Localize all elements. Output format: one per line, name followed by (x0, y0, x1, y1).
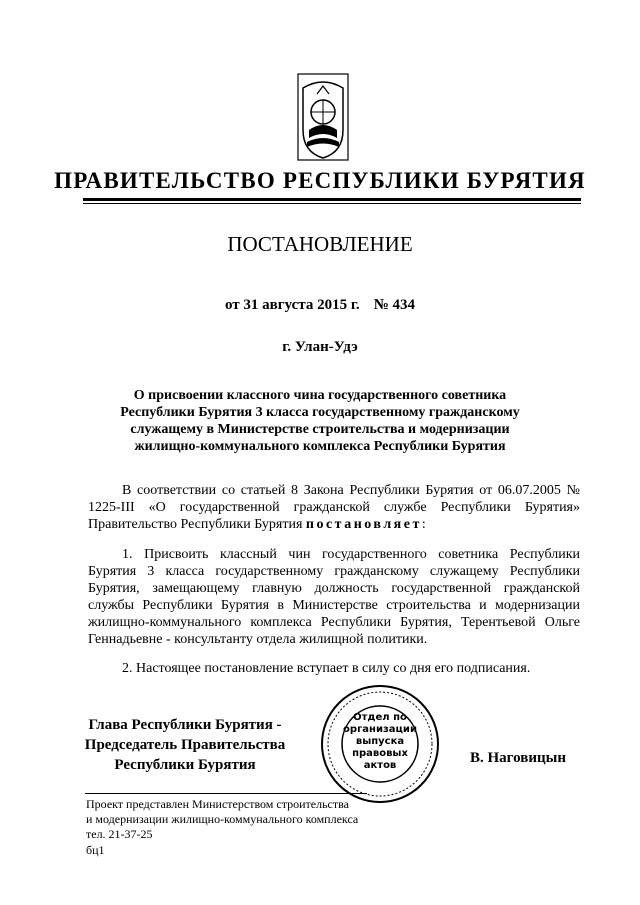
stamp-line: правовых (352, 748, 408, 759)
document-code: бц1 (86, 843, 105, 857)
signatory-position (70, 715, 300, 775)
item-2-paragraph (88, 660, 580, 677)
resolves-word: постановляет (305, 517, 422, 532)
item-1-paragraph (88, 546, 580, 648)
decree-date: от 31 августа 2015 г. (224, 297, 360, 313)
subject-line: служащему в Министерстве строительства и модернизации (130, 422, 510, 437)
document-type: ПОСТАНОВЛЕНИЕ (227, 232, 413, 256)
stamp-line: актов (363, 760, 397, 771)
decree-number: № 434 (373, 297, 416, 313)
position-line: Глава Республики Бурятия - (88, 717, 282, 733)
coat-of-arms-icon (295, 72, 351, 164)
basis-paragraph: В соответствии со статьей 8 Закона Республики Бурятия от 06.07.2005 № 1225-III «О государственной гражданской службе Республики Бурятия» Правительство Республики Бурятия постановляет: (88, 483, 580, 532)
position-line: Председатель Правительства (84, 737, 286, 753)
item-2-text: 2. Настоящее постановление вступает в силу со дня его подписания. (122, 661, 531, 676)
subject-line: жилищно-коммунального комплекса Республики Бурятия (134, 439, 506, 454)
stamp-line: выпуска (355, 736, 405, 747)
subject-line: Республики Бурятия 3 класса государственному гражданскому (120, 405, 520, 420)
decree-subject (0, 387, 640, 455)
footer-rule (85, 793, 367, 794)
item-1-text: 1. Присвоить классный чин государственного советника Республики Бурятия 3 класса государственному гражданскому служащему Республики Бурятия, замещающему главную должность государственной гражданской службы Республики Бурятия в Министерстве строительства и модернизации жилищно-коммунального комплекса Республики Бурятия, Терентьевой Ольге Геннадьевне - консультанту отдела жилищной политики. (88, 547, 580, 647)
footer-line: Проект представлен Министерством строительства (86, 797, 349, 811)
government-title: ПРАВИТЕЛЬСТВО РЕСПУБЛИКИ БУРЯТИЯ (54, 168, 586, 193)
signatory-name: В. Наговицын (470, 750, 566, 766)
footer-note (86, 797, 358, 842)
stamp-text (332, 712, 428, 772)
position-line: Республики Бурятия (114, 757, 256, 773)
date-line (0, 297, 640, 314)
basis-text: В соответствии со статьей 8 Закона Республики Бурятия от 06.07.2005 № 1225-III «О государственной гражданской службе Республики Бурятия» Правительство Республики Бурятия (88, 483, 580, 532)
stamp-line: Отдел по (353, 712, 407, 723)
footer-line: тел. 21-37-25 (86, 827, 153, 841)
stamp-line: организации (343, 724, 417, 735)
city: г. Улан-Удэ (282, 339, 358, 355)
header-double-rule-thin (83, 203, 581, 204)
footer-line: и модернизации жилищно-коммунального комплекса (86, 812, 359, 826)
header-double-rule-thick (83, 198, 581, 201)
subject-line: О присвоении классного чина государственного советника (133, 388, 507, 403)
